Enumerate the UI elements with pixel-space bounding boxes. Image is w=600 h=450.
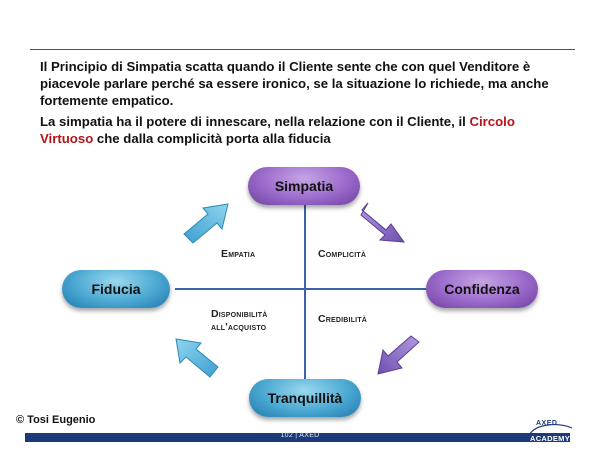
intro-p2-end: che dalla complicità porta alla fiducia bbox=[93, 131, 331, 146]
copyright-text: © Tosi Eugenio bbox=[16, 414, 96, 426]
label-disponibilita-line2: all'acquisto bbox=[211, 321, 267, 333]
arrow-up-right-icon bbox=[182, 200, 232, 246]
node-confidenza: Confidenza bbox=[426, 270, 538, 308]
label-disponibilita-line1: Disponibilità bbox=[211, 308, 268, 320]
label-disponibilita bbox=[211, 308, 301, 334]
footer-page-info: 102 | AXED bbox=[280, 432, 320, 439]
label-credibilita: Credibilità bbox=[318, 313, 368, 325]
arrow-down-left-icon bbox=[375, 334, 423, 378]
arrow-down-right-icon bbox=[358, 198, 408, 244]
intro-paragraph-2 bbox=[40, 113, 565, 147]
label-empatia: Empatia bbox=[221, 248, 256, 260]
header-divider bbox=[30, 49, 575, 50]
intro-text bbox=[40, 58, 565, 151]
vertical-axis bbox=[304, 200, 306, 385]
intro-paragraph-1: Il Principio di Simpatia scatta quando il Cliente sente che con quel Venditore è piacevole parlare perché sa essere ironico, se la situazione lo richiede, ma anche fortemente empatico. bbox=[40, 59, 549, 108]
circolo-virtuoso-highlight: Circolo Virtuoso bbox=[40, 114, 515, 146]
logo-top-text: AXED bbox=[536, 420, 558, 427]
label-complicita: Complicità bbox=[318, 248, 367, 260]
axed-academy-logo bbox=[522, 420, 578, 446]
node-fiducia: Fiducia bbox=[62, 270, 170, 308]
logo-bottom-text: ACADEMY bbox=[530, 434, 571, 443]
intro-p2-start: La simpatia ha il potere di innescare, nella relazione con il Cliente, il bbox=[40, 114, 470, 129]
node-tranquillita: Tranquillità bbox=[249, 379, 361, 417]
arrow-up-left-icon bbox=[172, 335, 222, 379]
node-simpatia: Simpatia bbox=[248, 167, 360, 205]
